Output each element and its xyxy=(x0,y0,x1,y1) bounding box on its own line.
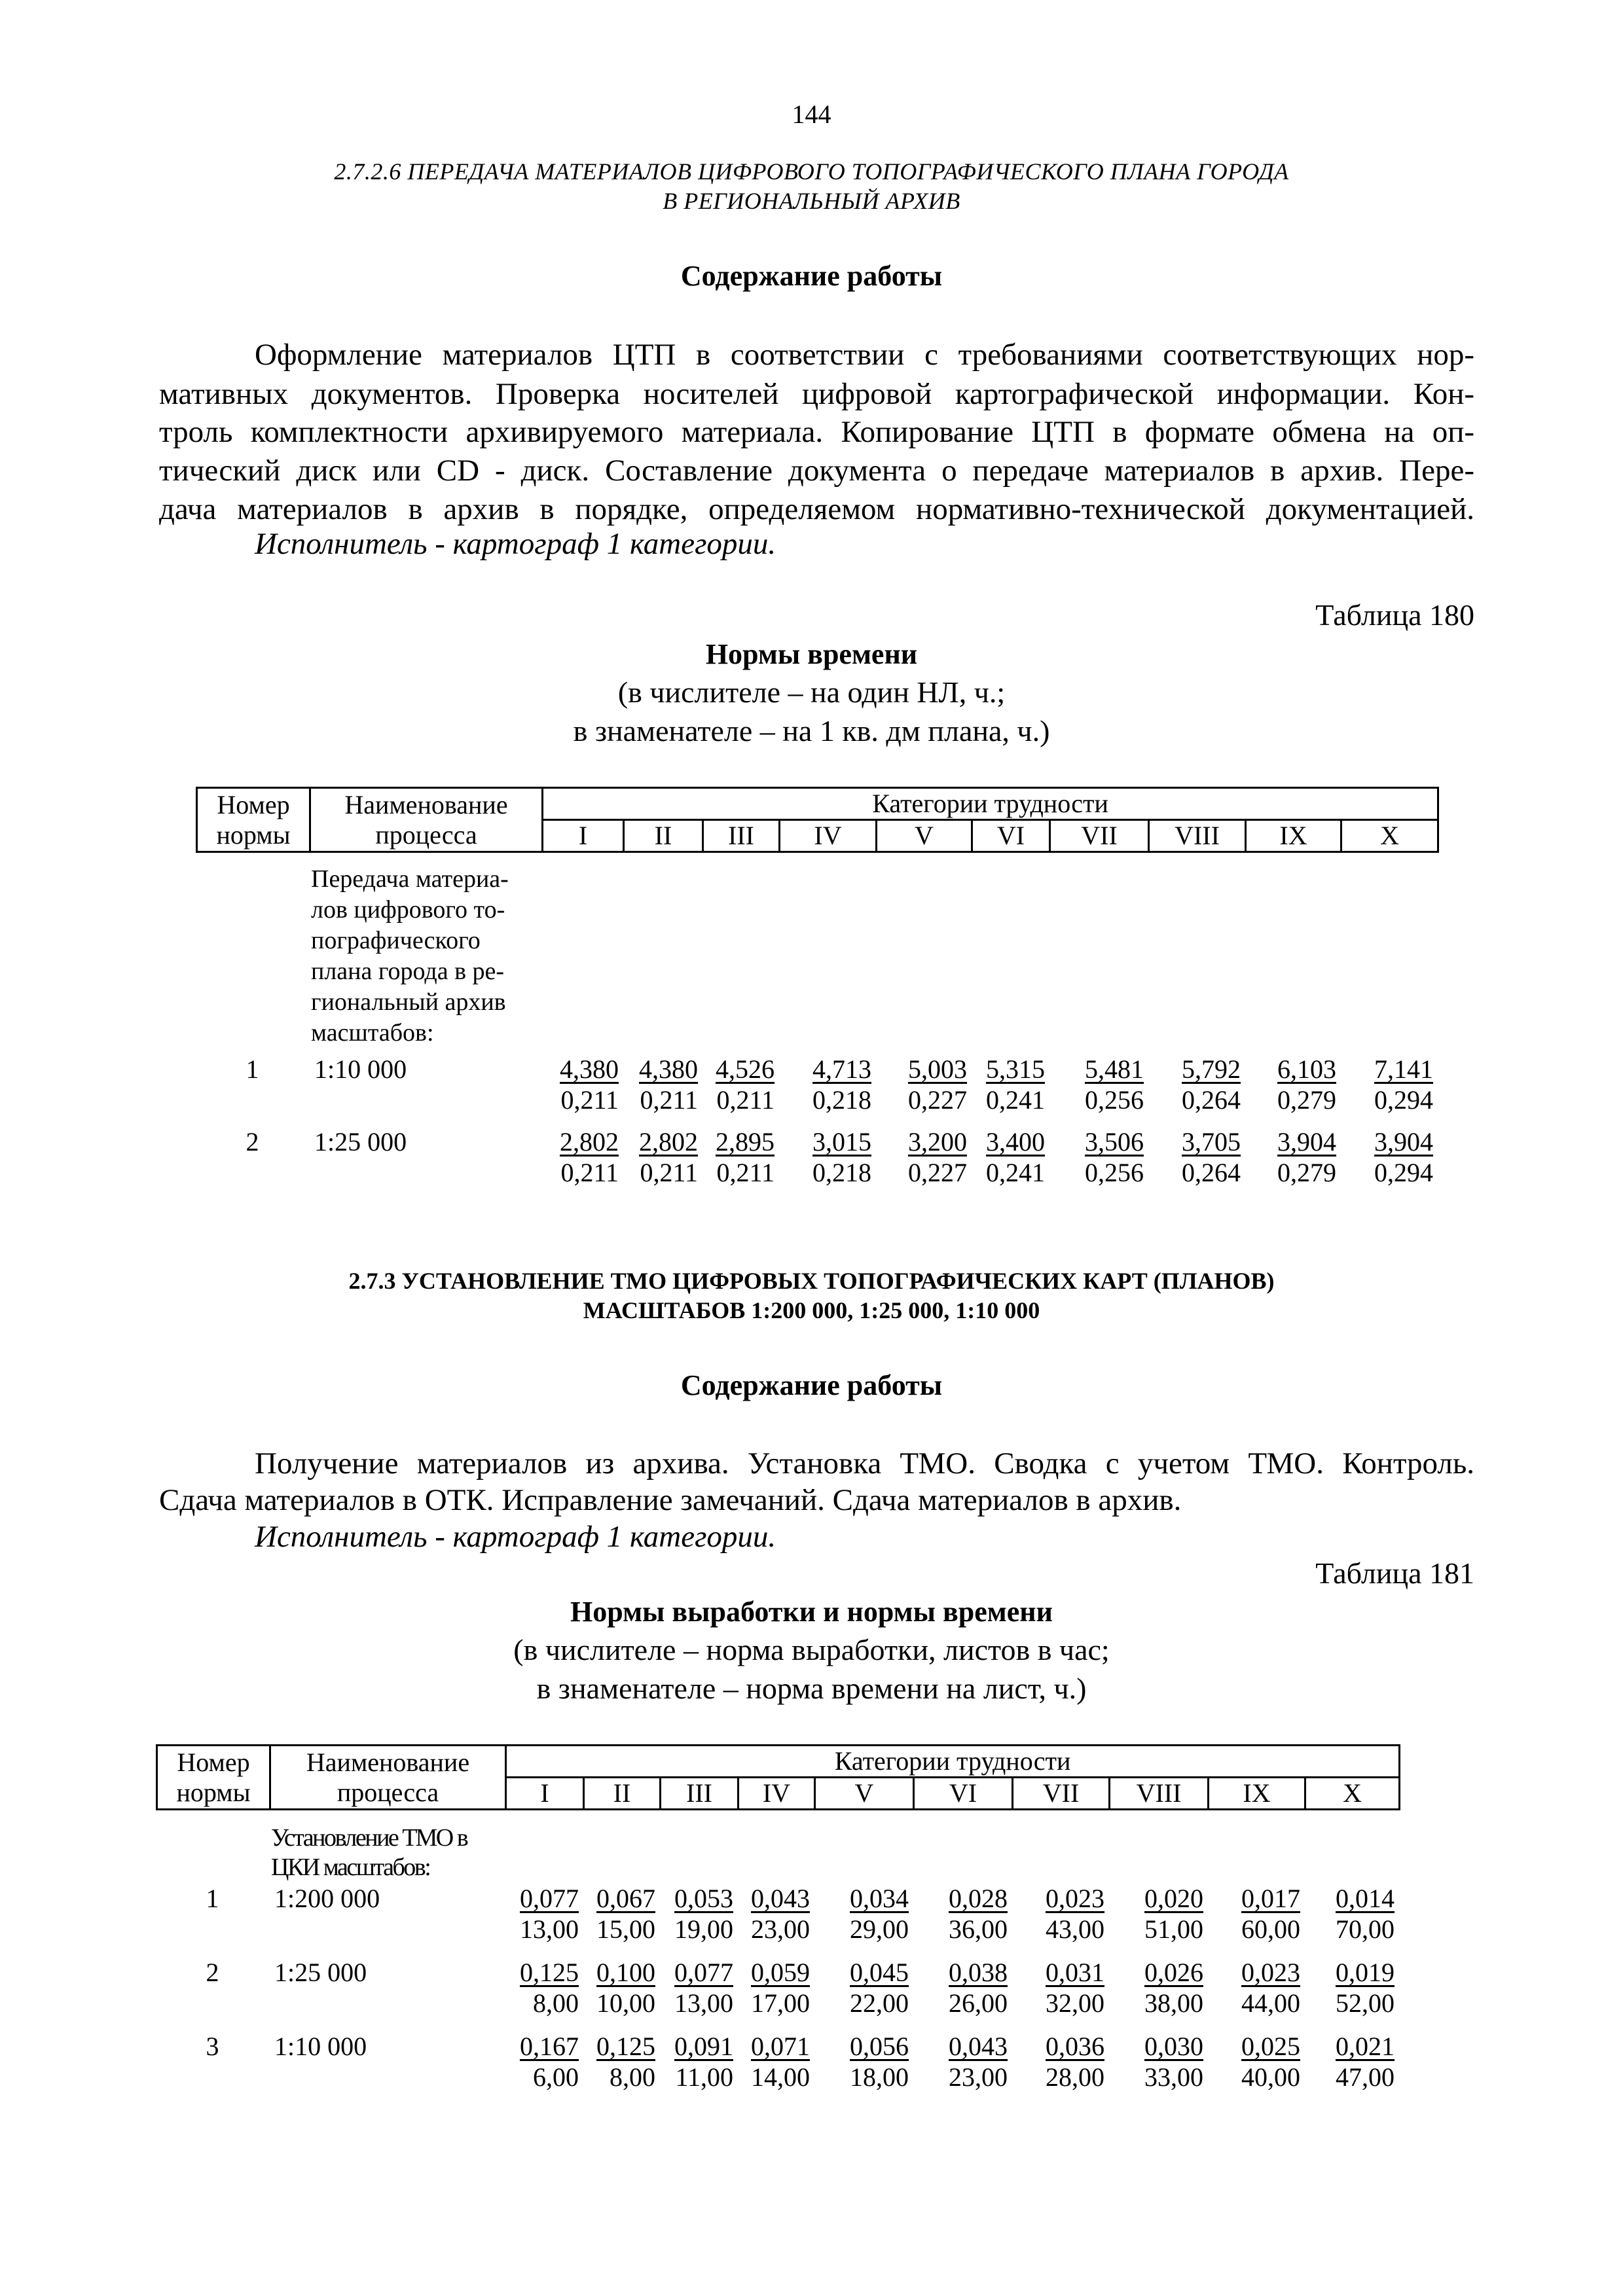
value-cell xyxy=(1148,1157,1245,1188)
value-cell xyxy=(702,1157,778,1188)
numerator-value: 3,200 xyxy=(908,1127,967,1157)
numerator-value: 0,030 xyxy=(1144,2032,1203,2061)
denominator-value: 0,241 xyxy=(986,1085,1045,1115)
numerator-value: 0,020 xyxy=(1144,1884,1203,1913)
value-cell xyxy=(1049,1085,1148,1115)
value-cell xyxy=(505,2031,583,2062)
value-cell xyxy=(1148,1126,1245,1157)
numerator-value: 0,038 xyxy=(949,1958,1008,1987)
norm-number: 1 xyxy=(246,1054,259,1084)
value-cell xyxy=(971,1157,1049,1188)
value-cell xyxy=(659,1883,737,1914)
description-line: пографического xyxy=(311,927,481,954)
value-cell xyxy=(1012,1988,1108,2018)
value-cell xyxy=(659,2031,737,2062)
norm-number: 3 xyxy=(206,2032,219,2061)
numerator-value: 0,053 xyxy=(674,1884,733,1913)
value-cell xyxy=(1340,1085,1437,1115)
value-cell xyxy=(541,1157,623,1188)
process-description xyxy=(311,864,509,1049)
content-title: Содержание работы xyxy=(680,1369,943,1401)
denominator-value: 8,00 xyxy=(533,1988,579,2018)
denominator-value: 0,227 xyxy=(908,1158,967,1187)
header-category-V: V xyxy=(815,1778,914,1810)
denominator-value: 0,279 xyxy=(1277,1085,1336,1115)
header-category-IX: IX xyxy=(1209,1778,1305,1810)
numerator-value: 0,167 xyxy=(520,2032,579,2061)
numerator-value: 0,025 xyxy=(1241,2032,1300,2061)
value-cell xyxy=(814,2031,913,2062)
paragraph-line: Оформление материалов ЦТП в соответствии с требованиями соответствующих нор- xyxy=(255,338,1474,372)
value-cell xyxy=(659,1914,737,1945)
table-row-denominator xyxy=(156,2062,1398,2092)
header-category-IV: IV xyxy=(780,820,877,852)
denominator-value: 44,00 xyxy=(1241,1988,1300,2018)
description-line: плана города в ре- xyxy=(311,958,505,985)
numerator-value: 4,380 xyxy=(639,1054,698,1084)
value-cell xyxy=(913,2062,1012,2092)
denominator-value: 0,256 xyxy=(1085,1158,1144,1187)
numerator-value: 0,019 xyxy=(1336,1958,1395,1987)
header-category-VI: VI xyxy=(972,820,1050,852)
section-heading-line-1: 2.7.2.6 ПЕРЕДАЧА МАТЕРИАЛОВ ЦИФРОВОГО ТОПОГРАФИЧЕСКОГО ПЛАНА ГОРОДА xyxy=(334,158,1289,185)
process-scale xyxy=(269,2062,505,2092)
numerator-value: 0,031 xyxy=(1046,1958,1104,1987)
denominator-value: 0,211 xyxy=(716,1085,775,1115)
value-cell xyxy=(971,1054,1049,1085)
denominator-value: 0,264 xyxy=(1182,1085,1241,1115)
value-cell xyxy=(1108,1988,1207,2018)
process-scale: 1:10 000 xyxy=(314,1054,407,1084)
value-cell xyxy=(1304,1957,1398,1988)
value-cell xyxy=(659,2062,737,2092)
header-category-VIII: VIII xyxy=(1149,820,1246,852)
denominator-value: 60,00 xyxy=(1241,1914,1300,1944)
section-heading-line-2: В РЕГИОНАЛЬНЫЙ АРХИВ xyxy=(663,188,960,214)
table-row-denominator xyxy=(156,1988,1398,2018)
value-cell xyxy=(737,1914,814,1945)
norm-number xyxy=(156,2062,269,2092)
value-cell xyxy=(1245,1157,1340,1188)
norm-number: 1 xyxy=(206,1884,219,1913)
process-description xyxy=(271,1823,467,1882)
header-category-III: III xyxy=(703,820,780,852)
paragraph-line: Получение материалов из архива. Установка ТМО. Сводка с учетом ТМО. Контроль. xyxy=(255,1446,1474,1480)
numerator-value: 4,380 xyxy=(560,1054,619,1084)
numerator-value: 0,045 xyxy=(850,1958,909,1987)
page-number: 144 xyxy=(792,99,831,129)
norm-number xyxy=(196,1157,309,1188)
value-cell xyxy=(659,1957,737,1988)
value-cell xyxy=(737,2031,814,2062)
paragraph-line: тический диск или CD - диск. Составление документа о передаче материалов в архив. Пере- xyxy=(159,454,1474,488)
value-cell xyxy=(1207,2062,1304,2092)
paragraph-line: дача материалов в архив в порядке, определяемом нормативно-технической документацией. xyxy=(159,492,1474,526)
header-norm-number: Номер нормы xyxy=(197,788,310,852)
process-scale: 1:10 000 xyxy=(274,2032,367,2061)
denominator-value: 10,00 xyxy=(596,1988,655,2018)
value-cell xyxy=(1108,1914,1207,1945)
table-title: Нормы времени xyxy=(705,638,918,670)
denominator-value: 13,00 xyxy=(674,1988,733,2018)
value-cell xyxy=(541,1054,623,1085)
header-category-I: I xyxy=(543,820,624,852)
denominator-value: 0,227 xyxy=(908,1085,967,1115)
value-cell xyxy=(541,1085,623,1115)
paragraph-line: Сдача материалов в ОТК. Исправление замечаний. Сдача материалов в архив. xyxy=(159,1483,1182,1517)
description-line: масштабов: xyxy=(311,1019,434,1047)
process-scale xyxy=(269,1988,505,2018)
numerator-value: 0,125 xyxy=(596,2032,655,2061)
value-cell xyxy=(583,2031,659,2062)
numerator-value: 0,017 xyxy=(1241,1884,1300,1913)
paragraph-line: троль комплектности архивируемого материала. Копирование ЦТП в формате обмена на оп- xyxy=(159,415,1474,449)
header-category-II: II xyxy=(624,820,703,852)
numerator-value: 0,056 xyxy=(850,2032,909,2061)
denominator-value: 36,00 xyxy=(949,1914,1008,1944)
process-scale: 1:25 000 xyxy=(274,1958,367,1987)
value-cell xyxy=(702,1054,778,1085)
numerator-value: 0,100 xyxy=(596,1958,655,1987)
paragraph-line: мативных документов. Проверка носителей цифровой картографической информации. Кон- xyxy=(159,377,1474,411)
numerator-value: 0,043 xyxy=(751,1884,810,1913)
value-cell xyxy=(1012,1883,1108,1914)
denominator-value: 15,00 xyxy=(596,1914,655,1944)
value-cell xyxy=(1012,1957,1108,1988)
denominator-value: 33,00 xyxy=(1144,2062,1203,2092)
numerator-value: 0,067 xyxy=(596,1884,655,1913)
process-scale: 1:25 000 xyxy=(314,1127,407,1157)
process-scale: 1:200 000 xyxy=(274,1884,380,1913)
value-cell xyxy=(583,1914,659,1945)
executor-text: Исполнитель - картограф 1 категории. xyxy=(255,527,776,561)
denominator-value: 0,211 xyxy=(640,1158,698,1187)
value-cell xyxy=(1108,2062,1207,2092)
numerator-value: 5,481 xyxy=(1085,1054,1144,1084)
header-category-VIII: VIII xyxy=(1110,1778,1209,1810)
header-category-VI: VI xyxy=(914,1778,1013,1810)
denominator-value: 13,00 xyxy=(520,1914,579,1944)
value-cell xyxy=(623,1085,702,1115)
denominator-value: 23,00 xyxy=(949,2062,1008,2092)
numerator-value: 4,713 xyxy=(812,1054,871,1084)
table-subtitle-line: в знаменателе – норма времени на лист, ч.) xyxy=(536,1672,1087,1705)
section-heading-line-1: 2.7.3 УСТАНОВЛЕНИЕ ТМО ЦИФРОВЫХ ТОПОГРАФИЧЕСКИХ КАРТ (ПЛАНОВ) xyxy=(348,1268,1275,1294)
value-cell xyxy=(1207,1988,1304,2018)
value-cell xyxy=(971,1085,1049,1115)
value-cell xyxy=(1049,1054,1148,1085)
value-cell xyxy=(1207,1914,1304,1945)
numerator-value: 3,400 xyxy=(986,1127,1045,1157)
denominator-value: 11,00 xyxy=(675,2062,733,2092)
header-category-V: V xyxy=(877,820,972,852)
numerator-value: 3,506 xyxy=(1085,1127,1144,1157)
header-norm-number: Номер нормы xyxy=(157,1746,270,1810)
value-cell xyxy=(1049,1126,1148,1157)
value-cell xyxy=(913,1988,1012,2018)
process-scale xyxy=(309,1085,541,1115)
value-cell xyxy=(583,1883,659,1914)
value-cell xyxy=(1340,1126,1437,1157)
value-cell xyxy=(583,1957,659,1988)
header-category-VII: VII xyxy=(1050,820,1149,852)
numerator-value: 0,071 xyxy=(751,2032,810,2061)
numerator-value: 7,141 xyxy=(1374,1054,1433,1084)
value-cell xyxy=(702,1085,778,1115)
value-cell xyxy=(1245,1085,1340,1115)
table-row-denominator xyxy=(196,1157,1437,1188)
table-180-header xyxy=(196,787,1439,853)
value-cell xyxy=(505,1957,583,1988)
value-cell xyxy=(623,1126,702,1157)
description-line: ЦКИ масштабов: xyxy=(271,1854,430,1881)
table-row-numerator xyxy=(156,1883,1398,1914)
header-category-VII: VII xyxy=(1013,1778,1110,1810)
process-scale xyxy=(309,1157,541,1188)
header-process-name: Наименование процесса xyxy=(270,1746,506,1810)
numerator-value: 3,705 xyxy=(1182,1127,1241,1157)
content-title: Содержание работы xyxy=(680,260,943,292)
value-cell xyxy=(778,1085,875,1115)
denominator-value: 47,00 xyxy=(1336,2062,1395,2092)
value-cell xyxy=(913,2031,1012,2062)
value-cell xyxy=(1304,2062,1398,2092)
value-cell xyxy=(1012,2062,1108,2092)
value-cell xyxy=(1207,2031,1304,2062)
numerator-value: 0,077 xyxy=(674,1958,733,1987)
table-label: Таблица 180 xyxy=(1315,598,1474,632)
numerator-value: 0,023 xyxy=(1046,1884,1104,1913)
denominator-value: 6,00 xyxy=(533,2062,579,2092)
table-label: Таблица 181 xyxy=(1315,1556,1474,1590)
value-cell xyxy=(1245,1054,1340,1085)
denominator-value: 14,00 xyxy=(751,2062,810,2092)
value-cell xyxy=(1340,1054,1437,1085)
table-row-numerator xyxy=(156,2031,1398,2062)
value-cell xyxy=(505,1914,583,1945)
numerator-value: 0,043 xyxy=(949,2032,1008,2061)
denominator-value: 32,00 xyxy=(1046,1988,1104,2018)
denominator-value: 26,00 xyxy=(949,1988,1008,2018)
table-subtitle-line: в знаменателе – на 1 кв. дм плана, ч.) xyxy=(573,714,1050,747)
value-cell xyxy=(971,1126,1049,1157)
value-cell xyxy=(541,1126,623,1157)
value-cell xyxy=(583,1988,659,2018)
table-row-numerator xyxy=(156,1957,1398,1988)
denominator-value: 8,00 xyxy=(610,2062,655,2092)
value-cell xyxy=(778,1126,875,1157)
header-categories: Категории трудности xyxy=(506,1746,1400,1778)
norm-number xyxy=(156,1914,269,1945)
table-subtitle-line: (в числителе – на один НЛ, ч.; xyxy=(617,675,1006,709)
denominator-value: 19,00 xyxy=(674,1914,733,1944)
description-line: гиональный архив xyxy=(311,988,506,1016)
value-cell xyxy=(1207,1957,1304,1988)
description-line: Установление ТМО в xyxy=(271,1824,467,1852)
value-cell xyxy=(875,1085,971,1115)
table-row-denominator xyxy=(196,1085,1437,1115)
value-cell xyxy=(505,2062,583,2092)
value-cell xyxy=(875,1157,971,1188)
value-cell xyxy=(814,1914,913,1945)
table-row-numerator xyxy=(196,1126,1437,1157)
denominator-value: 0,211 xyxy=(640,1085,698,1115)
value-cell xyxy=(659,1988,737,2018)
denominator-value: 0,241 xyxy=(986,1158,1045,1187)
denominator-value: 0,264 xyxy=(1182,1158,1241,1187)
denominator-value: 52,00 xyxy=(1336,1988,1395,2018)
value-cell xyxy=(505,1883,583,1914)
value-cell xyxy=(1304,1883,1398,1914)
denominator-value: 28,00 xyxy=(1046,2062,1104,2092)
denominator-value: 0,211 xyxy=(716,1158,775,1187)
numerator-value: 0,021 xyxy=(1336,2032,1395,2061)
numerator-value: 0,125 xyxy=(520,1958,579,1987)
value-cell xyxy=(1012,1914,1108,1945)
value-cell xyxy=(778,1157,875,1188)
norm-number xyxy=(196,1085,309,1115)
numerator-value: 0,091 xyxy=(674,2032,733,2061)
denominator-value: 0,218 xyxy=(812,1158,871,1187)
value-cell xyxy=(583,2062,659,2092)
header-category-II: II xyxy=(584,1778,661,1810)
denominator-value: 38,00 xyxy=(1144,1988,1203,2018)
description-line: лов цифрового то- xyxy=(311,896,505,924)
numerator-value: 0,014 xyxy=(1336,1884,1395,1913)
process-scale xyxy=(269,1914,505,1945)
value-cell xyxy=(1012,2031,1108,2062)
value-cell xyxy=(1340,1157,1437,1188)
numerator-value: 2,802 xyxy=(560,1127,619,1157)
value-cell xyxy=(814,1957,913,1988)
header-category-IV: IV xyxy=(739,1778,815,1810)
header-category-I: I xyxy=(506,1778,584,1810)
value-cell xyxy=(1245,1126,1340,1157)
value-cell xyxy=(1108,1957,1207,1988)
denominator-value: 0,218 xyxy=(812,1085,871,1115)
table-subtitle-line: (в числителе – норма выработки, листов в час; xyxy=(513,1633,1110,1666)
numerator-value: 3,904 xyxy=(1374,1127,1433,1157)
denominator-value: 0,211 xyxy=(560,1158,619,1187)
denominator-value: 29,00 xyxy=(850,1914,909,1944)
denominator-value: 70,00 xyxy=(1336,1914,1395,1944)
table-181-header xyxy=(156,1744,1400,1810)
table-row-denominator xyxy=(156,1914,1398,1945)
denominator-value: 51,00 xyxy=(1144,1914,1203,1944)
numerator-value: 6,103 xyxy=(1277,1054,1336,1084)
value-cell xyxy=(1304,2031,1398,2062)
numerator-value: 0,023 xyxy=(1241,1958,1300,1987)
numerator-value: 0,026 xyxy=(1144,1958,1203,1987)
numerator-value: 2,802 xyxy=(639,1127,698,1157)
numerator-value: 5,792 xyxy=(1182,1054,1241,1084)
numerator-value: 3,015 xyxy=(812,1127,871,1157)
value-cell xyxy=(1207,1883,1304,1914)
norm-number: 2 xyxy=(206,1958,219,1987)
denominator-value: 0,294 xyxy=(1374,1158,1433,1187)
header-category-IX: IX xyxy=(1246,820,1341,852)
value-cell xyxy=(778,1054,875,1085)
value-cell xyxy=(1108,2031,1207,2062)
value-cell xyxy=(1049,1157,1148,1188)
value-cell xyxy=(875,1126,971,1157)
header-categories: Категории трудности xyxy=(543,788,1438,820)
value-cell xyxy=(913,1957,1012,1988)
value-cell xyxy=(1304,1914,1398,1945)
value-cell xyxy=(737,1957,814,1988)
numerator-value: 0,059 xyxy=(751,1958,810,1987)
section-heading-line-2: МАСШТАБОВ 1:200 000, 1:25 000, 1:10 000 xyxy=(583,1297,1040,1323)
denominator-value: 40,00 xyxy=(1241,2062,1300,2092)
denominator-value: 0,211 xyxy=(560,1085,619,1115)
value-cell xyxy=(1108,1883,1207,1914)
numerator-value: 0,077 xyxy=(520,1884,579,1913)
denominator-value: 43,00 xyxy=(1046,1914,1104,1944)
denominator-value: 17,00 xyxy=(751,1988,810,2018)
header-category-III: III xyxy=(661,1778,739,1810)
numerator-value: 5,315 xyxy=(986,1054,1045,1084)
value-cell xyxy=(505,1988,583,2018)
value-cell xyxy=(1148,1054,1245,1085)
norm-number: 2 xyxy=(246,1127,259,1157)
value-cell xyxy=(737,1988,814,2018)
denominator-value: 0,256 xyxy=(1085,1085,1144,1115)
value-cell xyxy=(913,1883,1012,1914)
table-row-numerator xyxy=(196,1054,1437,1085)
numerator-value: 4,526 xyxy=(716,1054,775,1084)
numerator-value: 5,003 xyxy=(908,1054,967,1084)
numerator-value: 0,034 xyxy=(850,1884,909,1913)
header-category-X: X xyxy=(1305,1778,1400,1810)
value-cell xyxy=(623,1157,702,1188)
table-title: Нормы выработки и нормы времени xyxy=(570,1596,1053,1628)
denominator-value: 18,00 xyxy=(850,2062,909,2092)
denominator-value: 23,00 xyxy=(751,1914,810,1944)
description-line: Передача материа- xyxy=(311,865,509,893)
value-cell xyxy=(1304,1988,1398,2018)
value-cell xyxy=(814,1883,913,1914)
value-cell xyxy=(1148,1085,1245,1115)
numerator-value: 3,904 xyxy=(1277,1127,1336,1157)
value-cell xyxy=(737,2062,814,2092)
value-cell xyxy=(814,1988,913,2018)
numerator-value: 2,895 xyxy=(716,1127,775,1157)
norm-number xyxy=(156,1988,269,2018)
value-cell xyxy=(702,1126,778,1157)
value-cell xyxy=(623,1054,702,1085)
header-process-name: Наименование процесса xyxy=(310,788,543,852)
value-cell xyxy=(737,1883,814,1914)
value-cell xyxy=(913,1914,1012,1945)
value-cell xyxy=(814,2062,913,2092)
denominator-value: 0,279 xyxy=(1277,1158,1336,1187)
header-category-X: X xyxy=(1341,820,1438,852)
executor-text: Исполнитель - картограф 1 категории. xyxy=(255,1520,776,1554)
denominator-value: 0,294 xyxy=(1374,1085,1433,1115)
value-cell xyxy=(875,1054,971,1085)
numerator-value: 0,036 xyxy=(1046,2032,1104,2061)
numerator-value: 0,028 xyxy=(949,1884,1008,1913)
denominator-value: 22,00 xyxy=(850,1988,909,2018)
